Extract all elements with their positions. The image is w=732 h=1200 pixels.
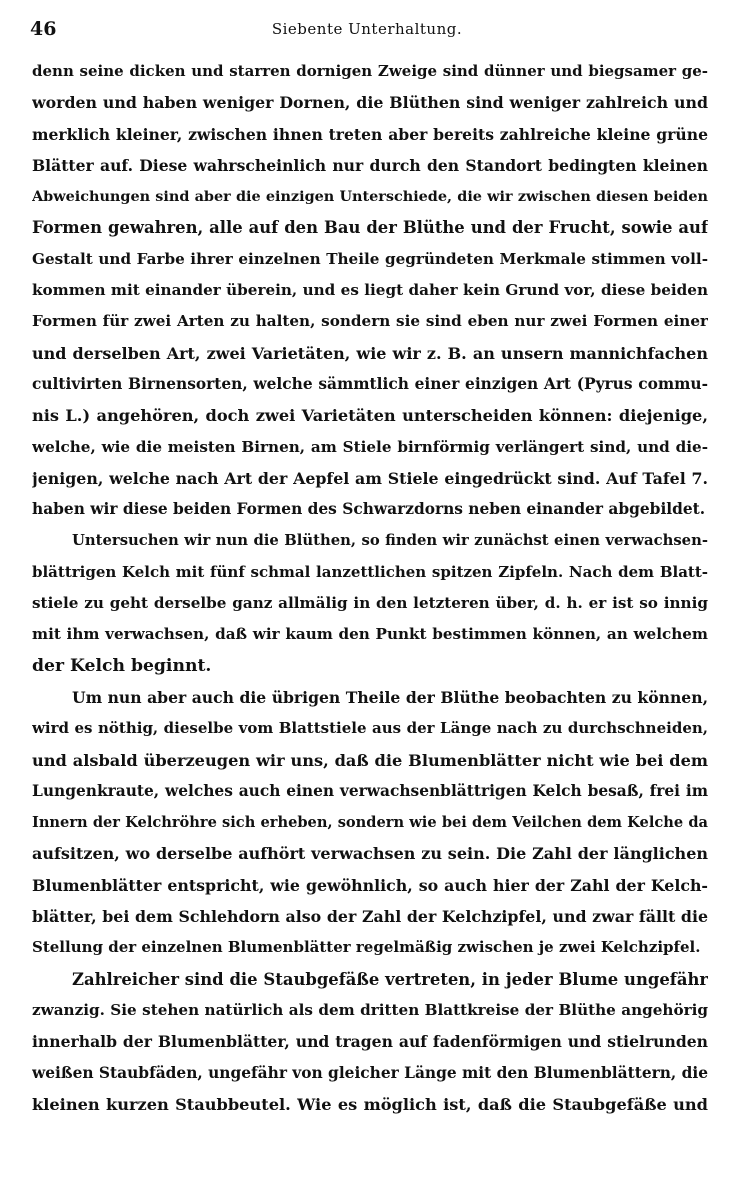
text-line: cultivirten Birnensorten, welche sämmtlich einer einzigen Art (Pyrus commu- (32, 374, 708, 393)
paragraph-2 (32, 525, 708, 681)
paragraph-1 (32, 56, 708, 525)
text-line: Zahlreicher sind die Staubgefäße vertreten, in jeder Blume ungefähr (72, 969, 708, 989)
paragraph-4 (32, 964, 708, 1120)
text-line: blättrigen Kelch mit fünf schmal lanzettlichen spitzen Zipfeln. Nach dem Blatt- (32, 562, 708, 581)
text-line: Blätter auf. Diese wahrscheinlich nur durch den Standort bedingten kleinen (32, 155, 708, 175)
text-line: Lungenkraute, welches auch einen verwachsenblättrigen Kelch besaß, frei im (32, 781, 708, 800)
text-line: merklich kleiner, zwischen ihnen treten aber bereits zahlreiche kleine grüne (32, 124, 708, 144)
text-line: nis L.) angehören, doch zwei Varietäten unterscheiden können: diejenige, (32, 406, 708, 426)
page-header (30, 18, 704, 44)
text-line: zwanzig. Sie stehen natürlich als dem dritten Blattkreise der Blüthe angehörig (32, 1000, 708, 1019)
text-line: jenigen, welche nach Art der Aepfel am Stiele eingedrückt sind. Auf Tafel 7. (32, 468, 708, 488)
text-line: blätter, bei dem Schlehdorn also der Zahl der Kelchzipfel, und zwar fällt die (32, 907, 708, 927)
text-line: kommen mit einander überein, und es liegt daher kein Grund vor, diese beiden (32, 281, 708, 300)
text-line: und derselben Art, zwei Varietäten, wie wir z. B. an unsern mannichfachen (32, 343, 708, 363)
text-line: Formen gewahren, alle auf den Bau der Blüthe und der Frucht, sowie auf (32, 218, 708, 238)
text-line: innerhalb der Blumenblätter, und tragen auf fadenförmigen und stielrunden (32, 1032, 708, 1052)
text-line: Blumenblätter entspricht, wie gewöhnlich, so auch hier der Zahl der Kelch- (32, 875, 708, 895)
text-line: Abweichungen sind aber die einzigen Unterschiede, die wir zwischen diesen beiden (32, 188, 708, 206)
text-line: mit ihm verwachsen, daß wir kaum den Punkt bestimmen können, an welchem (32, 625, 708, 644)
body-text (32, 56, 708, 1120)
text-line: Gestalt und Farbe ihrer einzelnen Theile gegründeten Merkmale stimmen voll- (32, 249, 708, 268)
text-line: kleinen kurzen Staubbeutel. Wie es möglich ist, daß die Staubgefäße und (32, 1094, 708, 1114)
text-line: und alsbald überzeugen wir uns, daß die Blumenblätter nicht wie bei dem (32, 750, 708, 770)
text-line: Stellung der einzelnen Blumenblätter regelmäßig zwischen je zwei Kelchzipfel. (32, 938, 701, 957)
text-line: Innern der Kelchröhre sich erheben, sondern wie bei dem Veilchen dem Kelche da (32, 814, 708, 832)
paragraph-3 (32, 682, 708, 964)
text-line: aufsitzen, wo derselbe aufhört verwachsen zu sein. Die Zahl der länglichen (32, 844, 708, 864)
text-line: worden und haben weniger Dornen, die Blüthen sind weniger zahlreich und (32, 93, 708, 113)
text-line: Formen für zwei Arten zu halten, sondern sie sind eben nur zwei Formen einer (32, 312, 708, 331)
text-line: weißen Staubfäden, ungefähr von gleicher Länge mit den Blumenblättern, die (32, 1063, 708, 1082)
text-line: der Kelch beginnt. (32, 655, 212, 676)
page-number: 46 (30, 18, 57, 40)
text-line: Untersuchen wir nun die Blüthen, so finden wir zunächst einen verwachsen- (72, 532, 708, 550)
text-line: Um nun aber auch die übrigen Theile der Blüthe beobachten zu können, (72, 687, 708, 707)
text-line: haben wir diese beiden Formen des Schwarzdorns neben einander abgebildet. (32, 500, 706, 519)
text-line: denn seine dicken und starren dornigen Zweige sind dünner und biegsamer ge- (32, 62, 708, 80)
text-line: wird es nöthig, dieselbe vom Blattstiele aus der Länge nach zu durchschneiden, (32, 719, 708, 738)
running-head: Siebente Unterhaltung. (271, 20, 463, 38)
text-line: welche, wie die meisten Birnen, am Stiele birnförmig verlängert sind, und die- (32, 437, 708, 456)
text-line: stiele zu geht derselbe ganz allmälig in den letzteren über, d. h. er ist so innig (32, 594, 708, 613)
